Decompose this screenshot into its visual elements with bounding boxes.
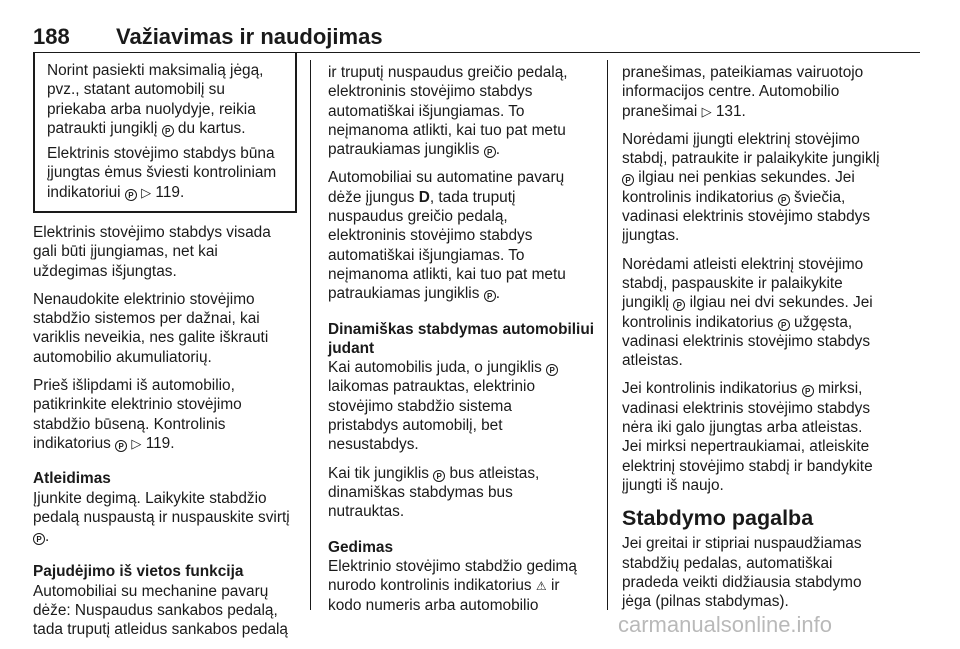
text-line: stabdžio būseną. Kontrolinis (33, 415, 226, 433)
text-line: du kartus. (177, 119, 246, 137)
paragraph (33, 582, 303, 640)
text-line: vadinasi elektrinis stovėjimo stabdys (622, 332, 871, 350)
warning-icon: ⚠ (535, 579, 547, 594)
text-line: variklis neveikia, nes galite iškrauti (33, 329, 269, 347)
watermark: carmanualsonline.info (618, 612, 833, 637)
text-line: nutrauktas. (328, 503, 405, 521)
text-line: , tada truputį (429, 188, 516, 206)
text-line: Kai automobilis juda, o jungiklis (328, 359, 542, 377)
column-divider-2 (607, 60, 608, 610)
text-line: ilgiau nei penkias sekundes. Jei (638, 169, 855, 187)
paragraph (328, 63, 603, 159)
paragraph (622, 63, 920, 121)
text-line: elektroninis stovėjimo stabdys (328, 83, 533, 101)
text-line: patikrinkite elektrinio stovėjimo (33, 396, 242, 414)
parking-brake-icon: P (115, 440, 127, 452)
text-line: tada truputį atleidus sankabos pedalą (33, 621, 288, 639)
text-line: šviečia, (793, 188, 846, 206)
text-line: įjungtas. (622, 227, 680, 245)
text-line: pradeda veikti didžiausia stabdymo (622, 573, 862, 591)
note-box (33, 53, 297, 213)
text-line: informacijos centre. Automobilio (622, 83, 840, 101)
text-line: atleistas. (622, 352, 683, 370)
parking-brake-icon: P (484, 146, 496, 158)
text-line: kontrolinis indikatorius (622, 313, 774, 331)
parking-brake-icon: P (33, 533, 45, 545)
page-reference[interactable]: 131. (715, 102, 746, 120)
paragraph (33, 376, 303, 453)
text-line: . (45, 528, 50, 546)
parking-brake-icon: P (778, 319, 790, 331)
text-line: stabdžio sistemos per dažnai, kai (33, 310, 260, 328)
gear-position-label: D (418, 188, 430, 206)
paragraph (622, 534, 920, 611)
paragraph (622, 379, 920, 495)
parking-brake-icon: P (622, 174, 634, 186)
text-line: Norėdami atleisti elektrinį stovėjimo (622, 255, 864, 273)
parking-brake-icon: P (484, 290, 496, 302)
text-line: stabdžių pedalas, automatiškai (622, 554, 833, 572)
text-line: patraukiamas jungiklis (328, 285, 480, 303)
text-line: neįmanoma atlikti, kai tuo pat metu (328, 121, 566, 139)
paragraph (33, 489, 303, 547)
paragraph (622, 130, 920, 246)
text-line: vadinasi elektrinis stovėjimo stabdys (622, 399, 871, 417)
text-line: Jei greitai ir stipriai nuspaudžiamas (622, 535, 862, 553)
page-number: 188 (33, 24, 70, 49)
text-line: pranešimai (622, 102, 698, 120)
text-line: pranešimas, pateikiamas vairuotojo (622, 64, 864, 81)
text-line: . (495, 141, 500, 159)
text-line: užgęsta, (793, 313, 853, 331)
paragraph (328, 358, 603, 454)
note-paragraph-1 (47, 61, 295, 138)
text-line: Norėdami įjungti elektrinį stovėjimo (622, 130, 860, 148)
text-line: dėže įjungus (328, 188, 415, 206)
text-line: Jei kontrolinis indikatorius (622, 380, 798, 398)
text-line: Jei mirksi nepertraukiamai, atleiskite (622, 438, 870, 456)
page-reference-arrow-icon: ▷ (131, 435, 142, 451)
text-line: elektrinį stovėjimo stabdį ir bandykite (622, 457, 873, 475)
text-line: Elektrinis stovėjimo stabdys visada (33, 224, 271, 241)
text-line: automobilio akumuliatorių. (33, 348, 212, 366)
text-line: Prieš išlipdami iš automobilio, (33, 377, 235, 395)
text-line: patraukiamas jungiklis (328, 141, 480, 159)
section-heading-fault: Gedimas (328, 538, 394, 556)
page-reference[interactable]: 119. (155, 183, 185, 201)
text-line: indikatorius (33, 434, 111, 452)
text-line: Įjunkite degimą. Laikykite stabdžio (33, 489, 267, 507)
page-title: Važiavimas ir naudojimas (116, 24, 383, 49)
page-reference-arrow-icon: ▷ (701, 103, 712, 119)
text-line: Kai tik jungiklis (328, 464, 429, 482)
text-line: mirksi, (817, 380, 863, 398)
text-line: Automobiliai su mechanine pavarų (33, 582, 269, 600)
section-heading-drive-away: Pajudėjimo iš vietos funkcija (33, 563, 244, 581)
text-line: Norint pasiekti maksimalią jėgą, (47, 62, 264, 79)
column-1 (33, 223, 303, 649)
text-line: Automobiliai su automatine pavarų (328, 169, 565, 187)
text-line: bus atleistas, (449, 464, 540, 482)
text-line: Elektrinio stovėjimo stabdžio gedimą (328, 557, 577, 575)
text-line: dėže: Nuspaudus sankabos pedalą, (33, 602, 278, 620)
text-line: nėra iki galo įjungtas arba atleistas. (622, 419, 863, 437)
text-line: įjungtas ėmus šviesti kontroliniam (47, 164, 277, 182)
page-reference-arrow-icon: ▷ (141, 184, 152, 200)
parking-brake-icon: P (546, 364, 558, 376)
text-line: . (495, 285, 500, 303)
text-line: neįmanoma atlikti, kai tuo pat metu (328, 265, 566, 283)
text-line: stabdį, patraukite ir palaikykite jungiklį (622, 150, 880, 168)
text-line: elektroninis stovėjimo stabdys (328, 227, 533, 245)
parking-brake-icon: P (433, 470, 445, 482)
text-line: dinamiškas stabdymas bus (328, 483, 513, 501)
text-line: gali būti įjungiamas, net kai (33, 243, 218, 261)
paragraph (622, 255, 920, 371)
text-line: ir (550, 577, 560, 595)
text-line: jėga (pilnas stabdymas). (622, 593, 789, 611)
paragraph (328, 557, 603, 616)
paragraph (328, 168, 603, 303)
text-line: pedalą nuspaustą ir nuspauskite svirtį (33, 508, 290, 526)
parking-brake-icon: P (125, 189, 137, 201)
column-divider-1 (310, 60, 311, 610)
note-paragraph-2 (47, 144, 295, 202)
parking-brake-icon: P (778, 194, 790, 206)
text-line: jungiklį (622, 294, 670, 312)
text-line: automatiškai išjungiamas. To (328, 102, 525, 120)
text-line: patraukti jungiklį (47, 119, 158, 137)
column-2 (328, 63, 603, 625)
paragraph (33, 223, 303, 281)
text-line: nuspaudus greičio pedalą, (328, 208, 508, 226)
section-heading-release: Atleidimas (33, 470, 111, 488)
text-line: ir truputį nuspaudus greičio pedalą, (328, 64, 568, 81)
text-line: priekaba arba nuolydyje, reikia (47, 100, 256, 118)
text-line: laikomas patrauktas, elektrinio (328, 378, 536, 396)
section-heading-brake-assist: Stabdymo pagalba (622, 506, 814, 531)
text-line: ilgiau nei dvi sekundes. Jei (689, 294, 873, 312)
text-line: pvz., statant automobilį su (47, 81, 225, 99)
heading-line: Dinamiškas stabdymas automobiliui (328, 320, 594, 338)
text-line: uždegimas išjungtas. (33, 262, 177, 280)
parking-brake-icon: P (673, 299, 685, 311)
text-line: stovėjimo stabdžio sistema (328, 397, 512, 415)
text-line: indikatoriui (47, 183, 121, 201)
text-line: kodo numeris arba automobilio (328, 597, 539, 615)
parking-brake-icon: P (802, 385, 814, 397)
paragraph (33, 290, 303, 367)
text-line: automatiškai išjungiamas. To (328, 246, 525, 264)
text-line: Elektrinis stovėjimo stabdys būna (47, 145, 275, 163)
column-3 (622, 63, 920, 620)
heading-line: judant (328, 339, 375, 357)
text-line: nesustabdys. (328, 436, 419, 454)
text-line: pristabdys automobilį, bet (328, 417, 503, 435)
page-reference[interactable]: 119. (145, 434, 175, 452)
parking-brake-icon: P (162, 125, 174, 137)
text-line: Nenaudokite elektrinio stovėjimo (33, 290, 255, 308)
page-header (33, 24, 918, 54)
text-line: nurodo kontrolinis indikatorius (328, 577, 532, 595)
section-heading-dynamic-braking (328, 320, 603, 359)
text-line: stabdį, paspauskite ir palaikykite (622, 274, 843, 292)
text-line: kontrolinis indikatorius (622, 188, 774, 206)
paragraph (328, 464, 603, 522)
text-line: vadinasi elektrinis stovėjimo stabdys (622, 208, 871, 226)
text-line: įjungti iš naujo. (622, 476, 724, 494)
